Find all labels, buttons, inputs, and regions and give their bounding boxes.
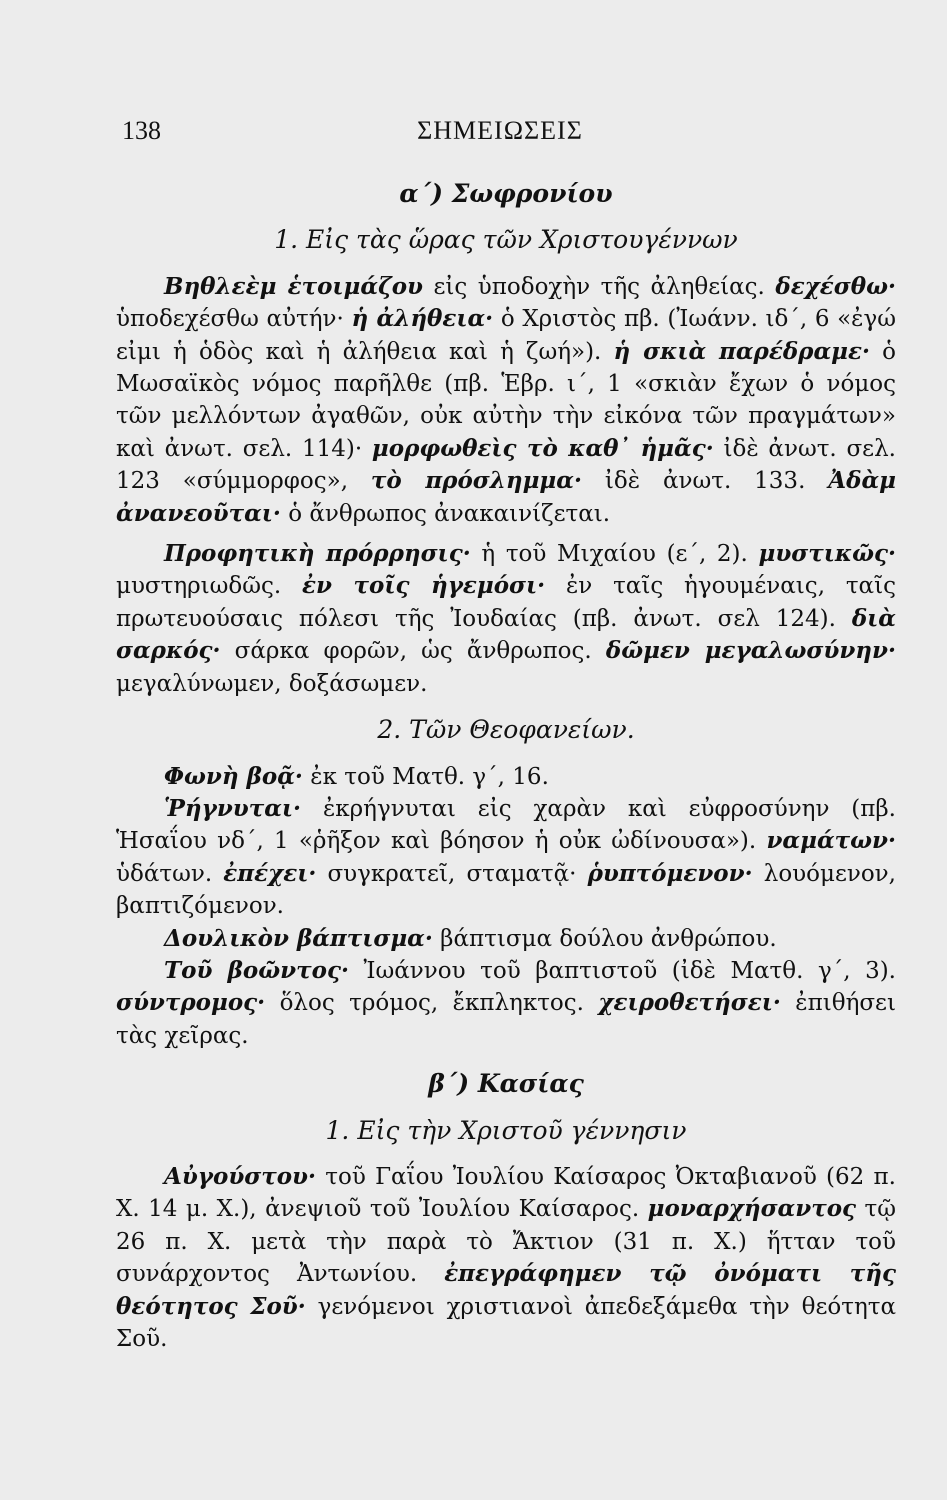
gloss-text: ὑποδεχέσθω αὐτήν· xyxy=(116,306,352,333)
hymn-title: 1. Εἰς τὴν Χριστοῦ γέννησιν xyxy=(325,1115,687,1145)
gloss-text: Ἰωάννου τοῦ βαπτιστοῦ (ἰδὲ Ματθ. γ΄, 3). xyxy=(348,957,896,984)
lemma-term: ἡ σκιὰ παρέδραμε· xyxy=(613,337,870,365)
lemma-term: Φωνὴ βοᾷ· xyxy=(164,762,303,790)
lemma-term: ναμάτων· xyxy=(766,827,896,855)
lemma-term: Ῥήγνυται· xyxy=(164,794,302,822)
note-paragraph xyxy=(116,1161,896,1355)
lemma-term: διὰ σαρκός· xyxy=(116,604,896,665)
note-paragraph xyxy=(116,271,896,530)
gloss-text: μυστηριωδῶς. xyxy=(116,573,303,600)
lemma-term: δῶμεν μεγαλωσύνην· xyxy=(605,637,896,665)
gloss-text: ἐκρήγνυται εἰς χαρὰν καὶ εὐφροσύνην (πβ. Ἡσαΐου νδ΄, 1 «ῥῆξον καὶ βόησον ἡ οὐκ ὠδίνουσα»). xyxy=(116,795,896,855)
lemma-term: μορφωθεὶς τὸ καθ᾽ ἡμᾶς· xyxy=(371,434,714,462)
gloss-text: γενόμενοι χριστιανοὶ ἀπεδεξάμεθα τὴν θεότητα Σοῦ. xyxy=(116,1293,896,1352)
lemma-term: Προφητικὴ πρόρρησις· xyxy=(164,540,471,568)
note-paragraph xyxy=(116,538,896,700)
lemma-term: μυστικῶς· xyxy=(758,540,897,568)
gloss-text: ὁ ἄνθρωπος ἀνακαινίζεται. xyxy=(280,500,611,527)
hymn-title: 2. Τῶν Θεοφανείων. xyxy=(377,715,635,745)
gloss-text: ἡ τοῦ Μιχαίου (ε΄, 2). xyxy=(470,541,759,568)
lemma-term: σύντρομος· xyxy=(116,989,266,1017)
gloss-text: εἰς ὑποδοχὴν τῆς ἀληθείας. xyxy=(423,273,776,300)
gloss-text: ἐν ταῖς ἡγουμέναις, ταῖς πρωτευούσαις πόλεσι τῆς Ἰουδαίας (πβ. ἀνωτ. σελ 124). xyxy=(116,573,896,632)
lemma-term: Τοῦ βοῶντος· xyxy=(164,956,349,984)
section-a-heading: α΄) Σωφρονίου xyxy=(399,179,613,208)
lemma-term: ἡ ἀλήθεια· xyxy=(351,305,494,333)
page-header xyxy=(110,112,890,152)
lemma-term: Ἀδὰμ ἀνανεοῦται· xyxy=(116,467,896,527)
hymn-title: 1. Εἰς τὰς ὥρας τῶν Χριστουγέννων xyxy=(274,225,738,255)
gloss-text: λουόμενον, βαπτιζόμενον. xyxy=(116,860,896,920)
gloss-text: ἐκ τοῦ Ματθ. γ΄, 16. xyxy=(302,763,549,790)
running-head: ΣΗΜΕΙΩΣΕΙΣ xyxy=(417,116,583,145)
lemma-term: δεχέσθω· xyxy=(775,272,896,300)
gloss-text: βάπτισμα δούλου ἀνθρώπου. xyxy=(432,925,777,952)
gloss-text: ὑδάτων. xyxy=(116,860,224,887)
lemma-term: Αὐγούστου· xyxy=(164,1162,317,1190)
note-paragraph xyxy=(116,923,896,955)
lemma-term: ἐπεγράφημεν τῷ ὀνόματι τῆς θεότητος Σοῦ· xyxy=(116,1260,896,1320)
gloss-text: τῷ 26 π. Χ. μετὰ τὴν παρὰ τὸ Ἄκτιον (31 π. Χ.) ἥτταν τοῦ συνάρχοντος Ἀντωνίου. xyxy=(116,1196,897,1288)
lemma-term: ἐν τοῖς ἡγεμόσι· xyxy=(302,572,546,600)
page-body xyxy=(116,170,896,1355)
lemma-term: ἐπέχει· xyxy=(223,859,317,887)
gloss-text: σάρκα φορῶν, ὡς ἄνθρωπος. xyxy=(220,638,606,665)
page-number: 138 xyxy=(122,116,161,145)
gloss-text: μεγαλύνωμεν, δοξάσωμεν. xyxy=(116,670,428,697)
lemma-term: τὸ πρόσλημμα· xyxy=(370,467,582,495)
gloss-text: ὅλος τρόμος, ἔκπληκτος. xyxy=(265,990,599,1017)
gloss-text: ὁ Μωσαϊκὸς νόμος παρῆλθε (πβ. Ἑβρ. ι΄, 1 «σκιὰν ἔχων ὁ νόμος τῶν μελλόντων ἀγαθῶν, οὐκ αὐτὴν τὴν εἰκόνα τῶν πραγμάτων» καὶ ἀνωτ. σελ. 114)· xyxy=(116,338,896,462)
lemma-term: χειροθετήσει· xyxy=(598,989,781,1017)
gloss-text: συγκρατεῖ, σταματᾷ· xyxy=(316,860,588,887)
gloss-text: ὁ Χριστὸς πβ. (Ἰωάνν. ιδ΄, 6 «ἐγώ εἰμι ἡ ὁδὸς καὶ ἡ ἀλήθεια καὶ ἡ ζωή»). xyxy=(116,306,897,365)
section-b-heading: β΄) Κασίας xyxy=(428,1069,584,1099)
lemma-term: Δουλικὸν βάπτισμα· xyxy=(164,924,433,952)
note-paragraph xyxy=(116,793,896,923)
note-paragraph xyxy=(116,955,896,1052)
gloss-text: ἐπιθήσει τὰς χεῖρας. xyxy=(116,990,896,1049)
lemma-term: Βηθλεὲμ ἑτοιμάζου xyxy=(164,272,423,300)
note-paragraph xyxy=(116,761,896,793)
lemma-term: ῥυπτόμενον· xyxy=(587,859,753,887)
gloss-text: ἰδὲ ἀνωτ. 133. xyxy=(581,468,829,495)
gloss-text: ἰδὲ ἀνωτ. σελ. 123 «σύμμορφος», xyxy=(116,435,896,495)
lemma-term: μοναρχήσαντος xyxy=(647,1195,857,1223)
gloss-text: τοῦ Γαΐου Ἰουλίου Καίσαρος Ὀκταβιανοῦ (62 π. Χ. 14 μ. Χ.), ἀνεψιοῦ τοῦ Ἰουλίου Καίσαρος. xyxy=(116,1163,896,1223)
